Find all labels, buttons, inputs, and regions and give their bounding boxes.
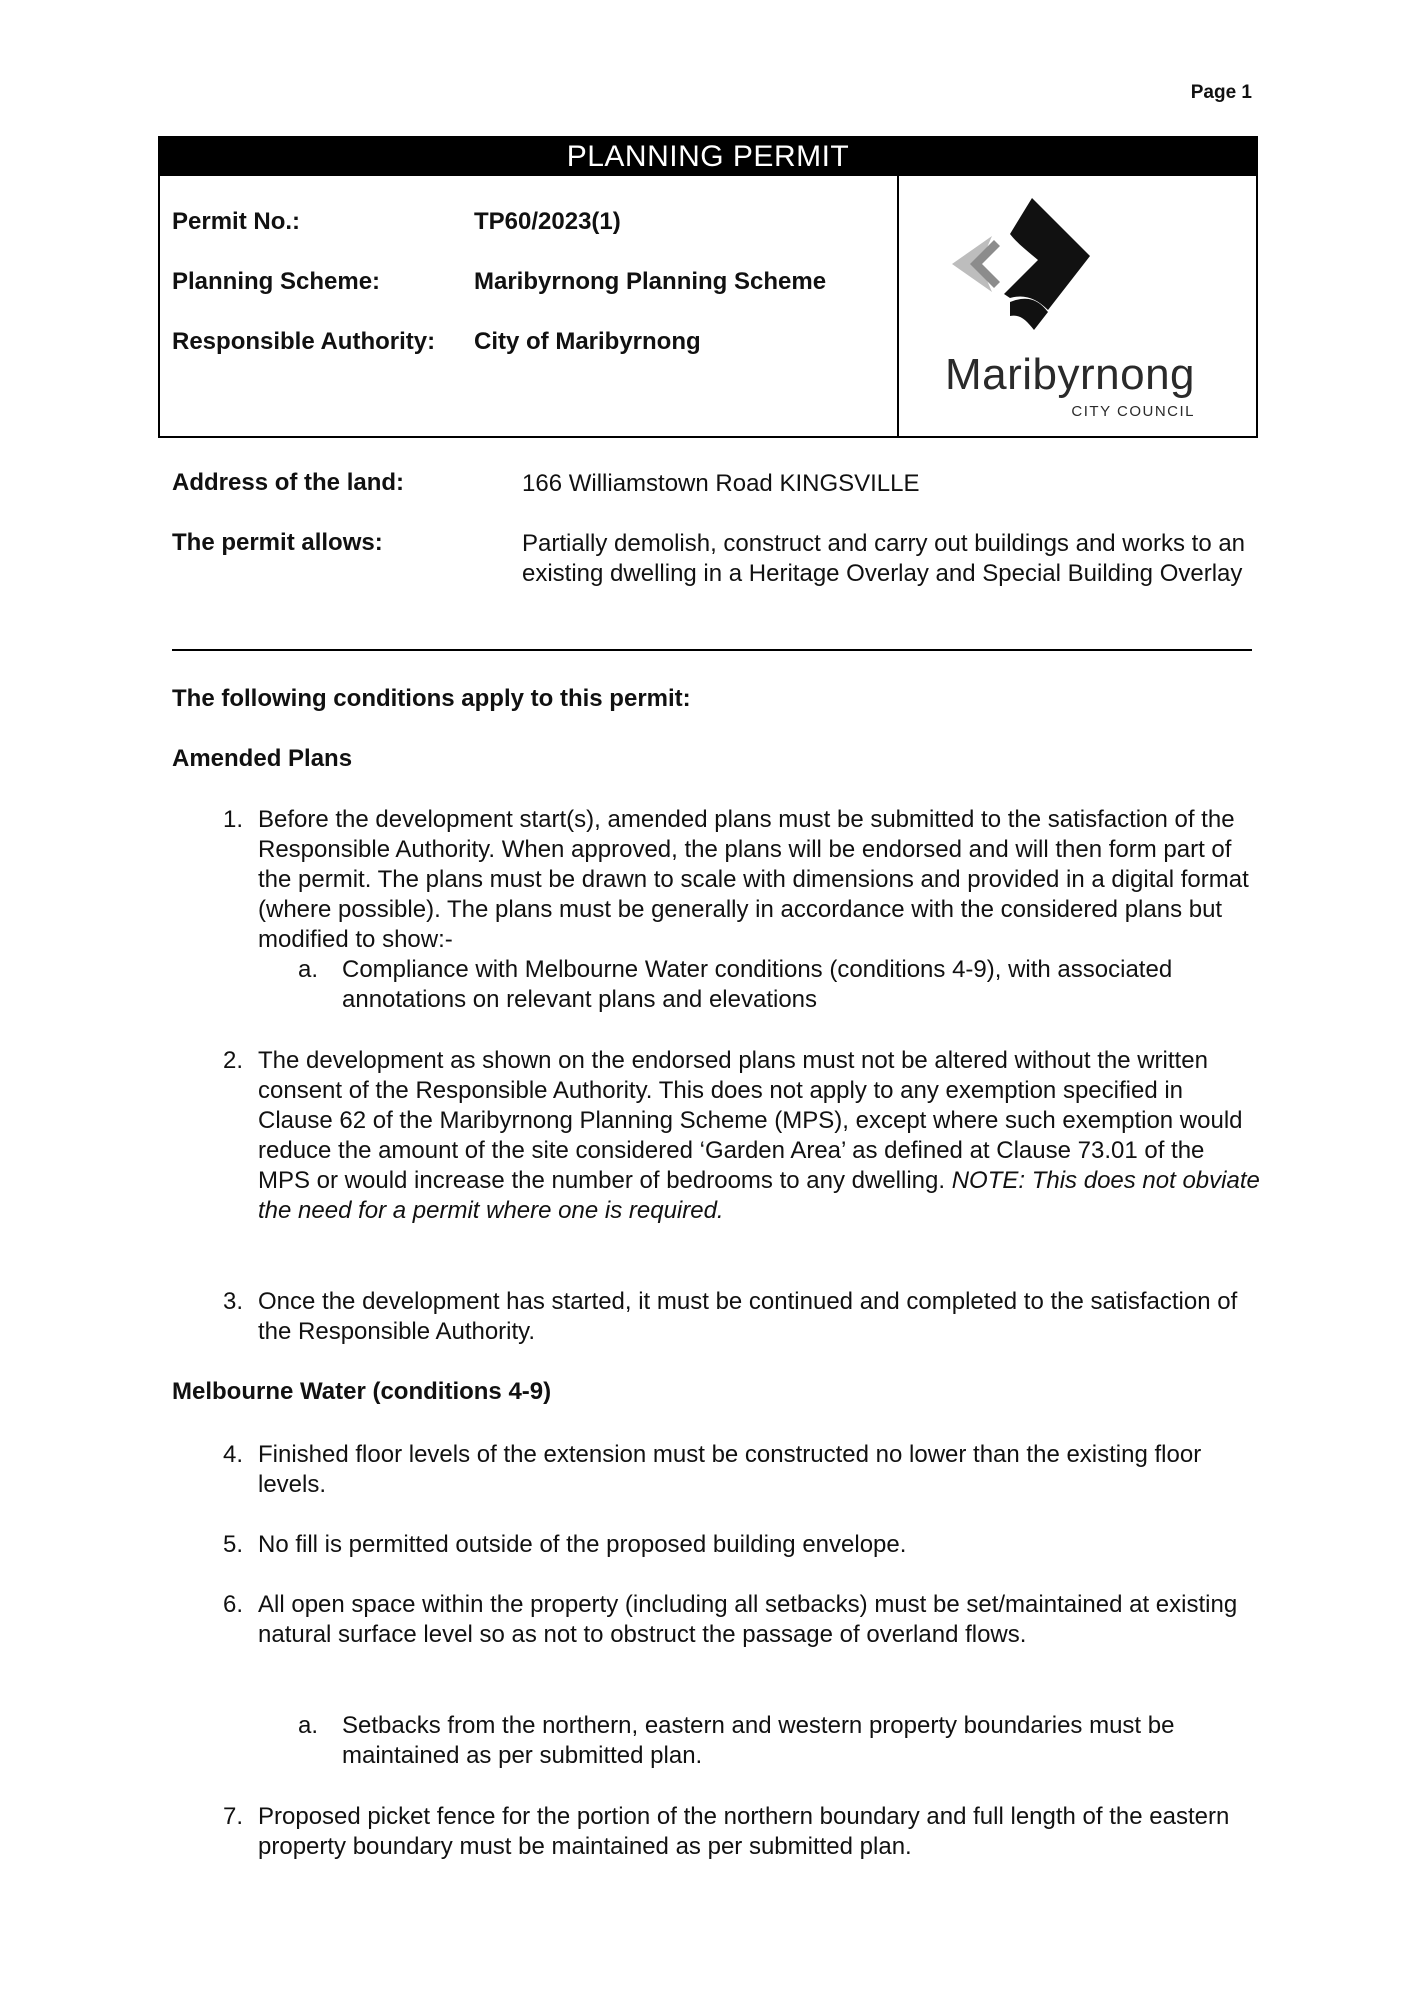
planning-scheme-value: Maribyrnong Planning Scheme xyxy=(474,268,827,295)
condition-3 xyxy=(172,1287,1262,1347)
council-logo xyxy=(940,198,1200,438)
condition-text-block xyxy=(258,1046,1262,1226)
subcondition-text: Setbacks from the northern, eastern and western property boundaries must be maintained as per submitted plan. xyxy=(342,1712,1175,1769)
permit-allows-value: Partially demolish, construct and carry out buildings and works to an existing dwelling in a Heritage Overlay and Special Building Overlay xyxy=(522,530,1246,587)
condition-2 xyxy=(172,1046,1262,1226)
section-heading-amended-plans: Amended Plans xyxy=(172,745,353,772)
subcondition-text: Compliance with Melbourne Water conditions (conditions 4-9), with associated annotations on relevant plans and elevations xyxy=(342,956,1173,1013)
condition-7 xyxy=(172,1802,1262,1862)
section-heading-melbourne-water: Melbourne Water (conditions 4-9) xyxy=(172,1378,552,1405)
condition-number: 7. xyxy=(222,1803,243,1830)
subcondition-letter: a. xyxy=(298,1712,319,1739)
condition-number: 2. xyxy=(222,1047,243,1074)
condition-number: 6. xyxy=(222,1591,243,1618)
section-divider xyxy=(172,649,1252,651)
permit-number-value: TP60/2023(1) xyxy=(474,208,621,235)
logo-wordmark: Maribyrnong xyxy=(944,350,1196,399)
header-divider xyxy=(897,176,899,436)
conditions-heading: The following conditions apply to this permit: xyxy=(172,685,691,712)
responsible-authority-value: City of Maribyrnong xyxy=(474,328,701,355)
planning-scheme-label: Planning Scheme: xyxy=(172,268,381,295)
address-label: Address of the land: xyxy=(172,469,405,496)
address-value: 166 Williamstown Road KINGSVILLE xyxy=(522,470,920,497)
condition-text: Proposed picket fence for the portion of the northern boundary and full length of the eastern property boundary must be maintained as per submitted plan. xyxy=(258,1803,1230,1860)
condition-number: 4. xyxy=(222,1441,243,1468)
responsible-authority-label: Responsible Authority: xyxy=(172,328,436,355)
condition-number: 5. xyxy=(222,1531,243,1558)
condition-6 xyxy=(172,1590,1262,1650)
condition-text: All open space within the property (including all setbacks) must be set/maintained at existing natural surface level so as not to obstruct the passage of overland flows. xyxy=(258,1591,1238,1648)
condition-4 xyxy=(172,1440,1262,1500)
condition-1a xyxy=(298,955,1258,1015)
page-number: Page 1 xyxy=(1190,82,1252,103)
condition-text: The development as shown on the endorsed plans must not be altered without the written consent of the Responsible Authority. This does not apply to any exemption specified in Clause 62 of the Maribyrnong Planning Scheme (MPS), except where such exemption would reduce the amount of the site considered ‘Garden Area’ as defined at Clause 73.01 of the MPS or would increase the number of bedrooms to any dwelling. xyxy=(258,1047,1243,1194)
condition-note: NOTE: This does not obviate the need for a permit where one is required. xyxy=(258,1167,1260,1224)
condition-number: 1. xyxy=(222,806,243,833)
condition-5 xyxy=(172,1530,1262,1560)
subcondition-letter: a. xyxy=(298,956,319,983)
condition-text: Once the development has started, it must be continued and completed to the satisfaction of the Responsible Authority. xyxy=(258,1288,1238,1345)
condition-text: Finished floor levels of the extension must be constructed no lower than the existing floor levels. xyxy=(258,1441,1202,1498)
logo-subtitle: CITY COUNCIL xyxy=(1071,403,1195,420)
permit-allows-label: The permit allows: xyxy=(172,529,383,556)
condition-1 xyxy=(172,805,1262,955)
condition-text: Before the development start(s), amended plans must be submitted to the satisfaction of the Responsible Authority. When approved, the plans will be endorsed and will then form part of the permit. The plans must be drawn to scale with dimensions and provided in a digital format (where possible). The plans must be generally in accordance with the considered plans but modified to show:- xyxy=(258,806,1249,953)
condition-text: No fill is permitted outside of the proposed building envelope. xyxy=(258,1531,907,1558)
condition-number: 3. xyxy=(222,1288,243,1315)
permit-title-banner: PLANNING PERMIT xyxy=(160,138,1256,176)
maribyrnong-river-logo-icon xyxy=(940,198,1200,348)
permit-header-box xyxy=(158,136,1258,438)
condition-6a xyxy=(298,1711,1258,1771)
permit-number-label: Permit No.: xyxy=(172,208,301,235)
